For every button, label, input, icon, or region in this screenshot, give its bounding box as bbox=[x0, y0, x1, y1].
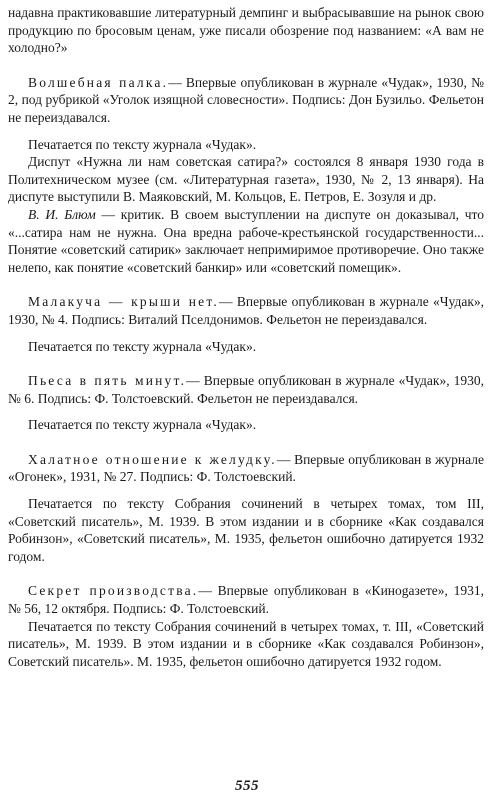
page-number: 555 bbox=[235, 778, 259, 795]
paragraph-source-note bbox=[8, 136, 484, 154]
paragraph-blum bbox=[8, 206, 484, 276]
paragraph-text: надавна практиковавшие литературный демпинг и выбрасывавшие на рынок свою продукцию по бросовым ценам, уже писали обозрение под названием: «А вам не холодно?» bbox=[8, 5, 484, 56]
entry-title: Халатное отношение к желудку. bbox=[28, 451, 277, 467]
paragraph-text: Диспут «Нужна ли нам советская сатира?» состоялся 8 января 1930 года в Политехническом музее (см. «Литературная газета», 1930, № 2, 13 января). На диспуте выступили В. Маяковский, М. Кольцов, Е. Петров, Е. Зозуля и др. bbox=[8, 154, 484, 205]
entry-title: Пьеса в пять минут. bbox=[28, 373, 187, 389]
entry-malakucha bbox=[8, 293, 484, 328]
paragraph-text: Печатается по тексту журнала «Чудак». bbox=[28, 417, 257, 433]
paragraph-source-note bbox=[8, 495, 484, 565]
entry-title: Волшебная палка. bbox=[28, 74, 169, 90]
paragraph-text: Печатается по тексту Собрания сочинений в четырех томах, том III, «Советский писатель», М. 1939. В этом издании и в сборнике «Как создавался Робинзон», «Советский писатель», М. 1935, фельетон ошибочно датируется 1932 годом. bbox=[8, 496, 484, 564]
entry-pesa bbox=[8, 372, 484, 407]
paragraph-dispute bbox=[8, 153, 484, 206]
entry-text: — Впервые опубликован в «Кинogазете», 1931, № 56, 12 октября. Подпись: Ф. Толстоевский. bbox=[8, 583, 484, 617]
paragraph-text: Печатается по тексту Собрания сочинений в четырех томах, т. III, «Советский писатель», М. 1939. В этом издании и в сборнике «Как создавался Робинзон», Советский писатель». М. 1935, фельетон ошибочно датируется 1932 годом. bbox=[8, 618, 484, 669]
entry-text: — Впервые опубликован в журнале «Чудак», 1930, № 2, под рубрикой «Уголок изящной словесности». Подпись: Дон Бузильо. Фельетон не переиздавался. bbox=[8, 74, 484, 125]
paragraph-source-note bbox=[8, 338, 484, 356]
entry-volshebnaya-palka bbox=[8, 74, 484, 127]
entry-text: — Впервые опубликован в журнале «Чудак», 1930, № 4. Подпись: Виталий Пселдонимов. Фельетон не переиздавался. bbox=[8, 294, 485, 327]
paragraph-text: — критик. В своем выступлении на диспуте он доказывал, что «...сатира нам не нужна. Она вредна рабоче-крестьянской государственности... Понятие «советский сатирик» заключает непримиримое противоречие. Оно также нелепо, как понятие «советский банкир» или «советский помещик». bbox=[8, 206, 485, 275]
paragraph-text: Печатается по тексту журнала «Чудак». bbox=[28, 136, 257, 152]
person-name: В. И. Блюм bbox=[28, 206, 96, 222]
paragraph-source-note bbox=[8, 416, 484, 434]
paragraph-intro bbox=[8, 4, 484, 57]
paragraph-text: Печатается по тексту журнала «Чудак». bbox=[28, 338, 257, 354]
entry-sekret bbox=[8, 582, 484, 617]
paragraph-source-note bbox=[8, 618, 484, 671]
entry-title: Секрет производства. bbox=[28, 583, 199, 599]
entry-title: Малакуча — крыши нет. bbox=[28, 294, 219, 310]
entry-khalatnoe bbox=[8, 451, 484, 486]
entry-text: — Впервые опубликован в журнале «Чудак», 1930, № 6. Подпись: Ф. Толстоевский. Фельетон не переиздавался. bbox=[8, 373, 484, 406]
entry-text: — Впервые опубликован в журнале «Огонек», 1931, № 27. Подпись: Ф. Толстоевский. bbox=[8, 451, 484, 485]
